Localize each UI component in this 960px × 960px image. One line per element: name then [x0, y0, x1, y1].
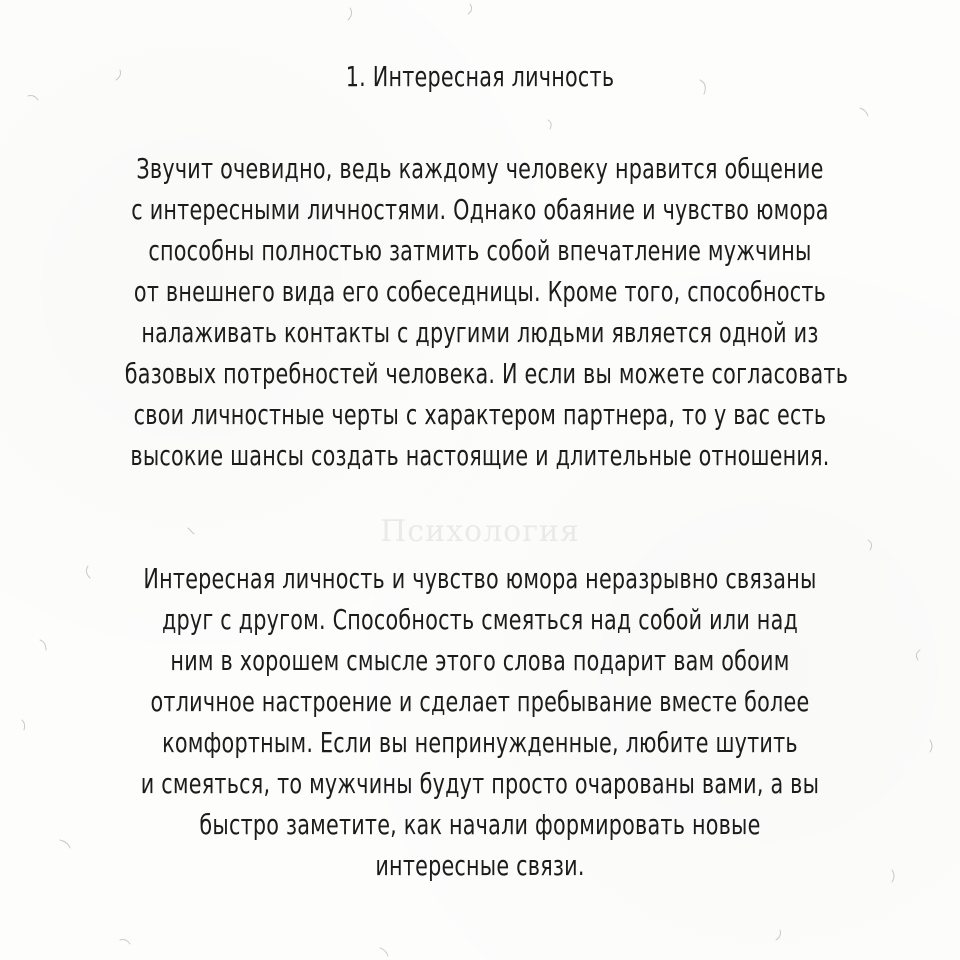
text-line: от внешнего вида его собеседницы. Кроме того, способность	[133, 275, 827, 308]
text-line: свои личностные черты с характером партнера, то у вас есть	[133, 398, 827, 431]
text-line: интересные связи.	[375, 849, 585, 882]
text-line: способны полностью затмить собой впечатление мужчины	[148, 234, 812, 267]
text-line: налаживать контакты с другими людьми является одной из	[141, 316, 819, 349]
text-line: друг с другом. Способность смеяться над собой или над	[161, 603, 799, 636]
paragraph-1	[0, 148, 960, 476]
text-line: и смеяться, то мужчины будут просто очарованы вами, а вы	[140, 767, 820, 800]
paragraph-2	[0, 558, 960, 886]
text-line: комфортным. Если вы непринужденные, любите шутить	[162, 726, 798, 759]
text-line: отличное настроение и сделает пребывание вместе более	[150, 685, 810, 718]
text-line: высокие шансы создать настоящие и длительные отношения.	[130, 439, 830, 472]
text-line: быстро заметите, как начали формировать новые	[199, 808, 761, 841]
text-line: Интересная личность и чувство юмора неразрывно связаны	[143, 562, 817, 595]
watermark: Психология	[380, 514, 580, 549]
text-line: Звучит очевидно, ведь каждому человеку нравится общение	[136, 152, 824, 185]
section-title: 1. Интересная личность	[345, 60, 615, 93]
text-line: ним в хорошем смысле этого слова подарит вам обоим	[170, 644, 790, 677]
text-line: базовых потребностей человека. И если вы можете согласовать	[124, 357, 849, 390]
text-line: с интересными личностями. Однако обаяние и чувство юмора	[131, 193, 829, 226]
